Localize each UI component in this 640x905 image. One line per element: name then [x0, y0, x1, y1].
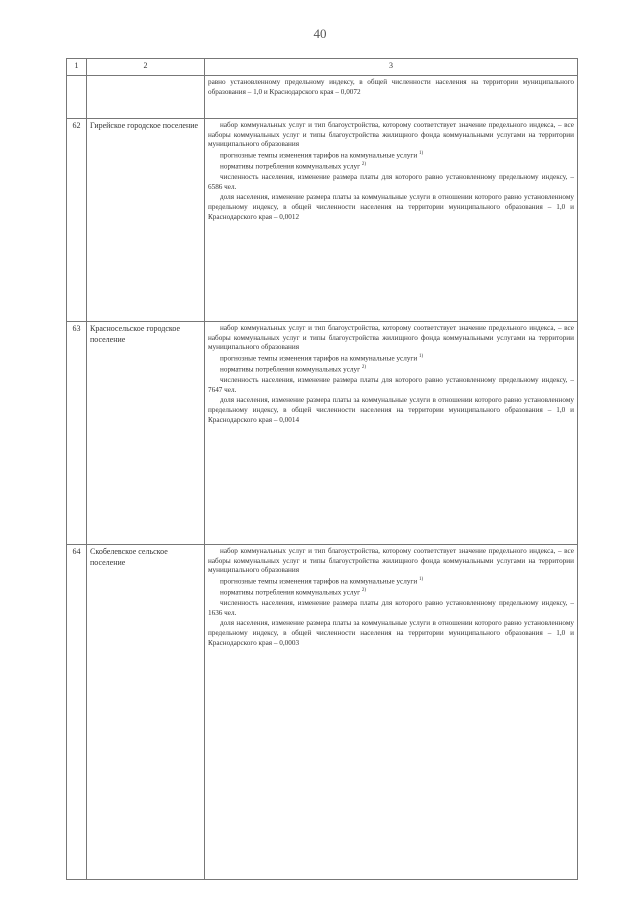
- population-text: численность населения, изменение размера платы для которого равно установленному предельному индексу, – 7647 чел.: [208, 375, 574, 394]
- tariffs-text: прогнозные темпы изменения тарифов на коммунальные услуги: [220, 354, 418, 363]
- indicator-cell: [205, 545, 578, 880]
- footnote-marker: 2): [361, 587, 367, 593]
- settlement-name: Красносельское городское поселение: [87, 322, 205, 545]
- page-number: 40: [313, 26, 327, 41]
- header-cell: 2: [87, 59, 205, 76]
- population-share-text: доля населения, изменение размера платы за коммунальные услуги в отношении которого равно установленному предельному индексу, в общей численности населения на территории муниципального образования – 1,0 и Краснодарского края – 0,0012: [208, 193, 574, 221]
- table-header-row: [67, 59, 578, 76]
- row-number: 64: [67, 545, 87, 880]
- population-share-text: доля населения, изменение размера платы за коммунальные услуги в отношении которого равно установленному предельному индексу, в общей численности населения на территории муниципального образования – 1,0 и Краснодарского края – 0,0014: [208, 396, 574, 424]
- norms-text: нормативы потребления коммунальных услуг: [220, 365, 361, 374]
- service-set-text: набор коммунальных услуг и тип благоустройства, которому соответствует значение предельного индекса, – все наборы коммунальных услуг и типы благоустройства жилищного фонда коммунальными услугами на территории муниципального образования: [208, 121, 574, 149]
- tariff-index-table: [66, 58, 578, 880]
- service-set-text: набор коммунальных услуг и тип благоустройства, которому соответствует значение предельного индекса, – все наборы коммунальных услуг и типы благоустройства жилищного фонда коммунальными услугами на территории муниципального образования: [208, 547, 574, 575]
- footnote-marker: 2): [361, 364, 367, 370]
- header-cell: 1: [67, 59, 87, 76]
- footnote-marker: 1): [419, 353, 424, 359]
- norms-text: нормативы потребления коммунальных услуг: [220, 588, 361, 597]
- header-cell: 3: [205, 59, 578, 76]
- table-row: [67, 119, 578, 322]
- settlement-name: Гирейское городское поселение: [87, 119, 205, 322]
- footnote-marker: 1): [419, 576, 424, 582]
- footnote-marker: 2): [361, 161, 367, 167]
- table-row: [67, 545, 578, 880]
- settlement-name: Скобелевское сельское поселение: [87, 545, 205, 880]
- tariffs-text: прогнозные темпы изменения тарифов на коммунальные услуги: [220, 577, 418, 586]
- population-share-text: доля населения, изменение размера платы за коммунальные услуги в отношении которого равно установленному предельному индексу, в общей численности населения на территории муниципального образования – 1,0 и Краснодарского края – 0,0003: [208, 619, 574, 647]
- footnote-marker: 1): [419, 150, 424, 156]
- indicator-cell: [205, 322, 578, 545]
- norms-text: нормативы потребления коммунальных услуг: [220, 162, 361, 171]
- continuation-row: [67, 76, 578, 119]
- row-number: 62: [67, 119, 87, 322]
- indicator-cell: [205, 119, 578, 322]
- population-text: численность населения, изменение размера платы для которого равно установленному предельному индексу, – 1636 чел.: [208, 598, 574, 617]
- continuation-text: равно установленному предельному индексу, в общей численности населения на территории муниципального образования – 1,0 и Краснодарского края – 0,0072: [208, 78, 574, 96]
- service-set-text: набор коммунальных услуг и тип благоустройства, которому соответствует значение предельного индекса, – все наборы коммунальных услуг и типы благоустройства жилищного фонда коммунальными услугами на территории муниципального образования: [208, 324, 574, 352]
- table-row: [67, 322, 578, 545]
- row-number: 63: [67, 322, 87, 545]
- tariffs-text: прогнозные темпы изменения тарифов на коммунальные услуги: [220, 151, 418, 160]
- population-text: численность населения, изменение размера платы для которого равно установленному предельному индексу, – 6586 чел.: [208, 172, 574, 191]
